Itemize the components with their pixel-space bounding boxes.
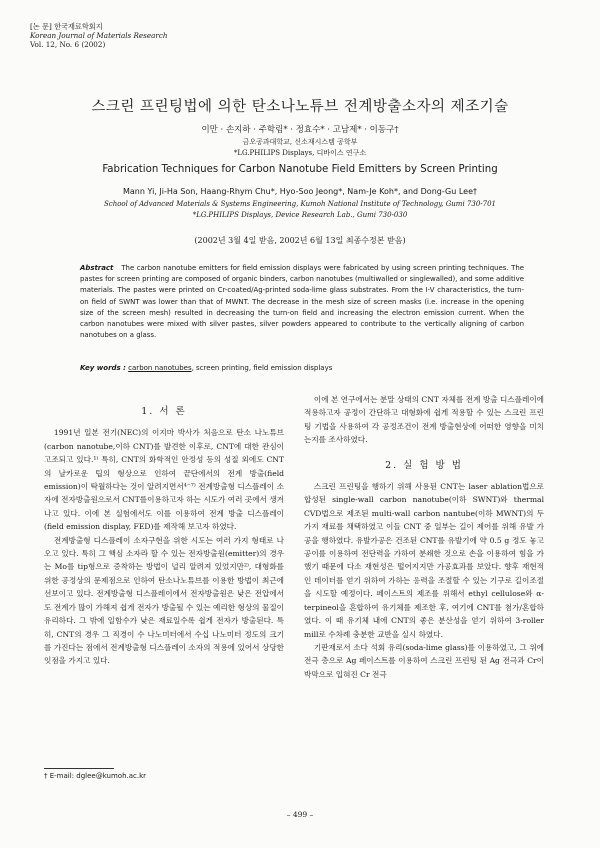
affiliation-english-1: School of Advanced Materials & Systems Engineering, Kumoh National Institute of Technology, Gumi 730-701 [103, 200, 496, 208]
keywords [80, 364, 540, 372]
affiliation-english-2: *LG.PHILIPS Displays, Device Research Lab., Gumi 730-030 [192, 211, 408, 219]
methods-paragraph-1: 스크린 프린팅을 행하기 위해 사용된 CNT는 laser ablation법으로 합성된 single-wall carbon nanotube(이하 SWNT)와 thermal CVD법으로 제조된 multi-wall carbon nantube(이하 MWNT)의 두가지 재료를 채택하였고 이들 CNT 중 일부는 길이 제어를 위해 유발 가공을 행하였다. 유발가공은 건조된 CNT를 유발기에 약 0.5 g 정도 놓고 공이를 이용하여 전단력을 가하여 분쇄한 것으로 손을 이용하여 힘을 가했기 때문에 다소 재현성은 떨어지지만 가공효과를 보았다. 향후 재현적인 데이터를 얻기 위하여 가하는 응력을 조절할 수 있는 기구로 길이조절을 시도할 예정이다. 페이스트의 제조를 위해서 ethyl cellulose와 α-terpineol을 혼합하여 유기체를 제조한 후, 여기에 CNT를 첨가/혼합하였다. 이 때 유기체 내에 CNT의 좋은 분산성을 얻기 위하여 3-roller mill로 수차례 충분한 교반을 실시 하였다. [304, 482, 544, 639]
affiliation-english [0, 199, 600, 221]
intro-paragraph-3: 이에 본 연구에서는 분말 상태의 CNT 자체를 전계 방출 디스플레이에 적용하고자 공정이 간단하고 대형화에 쉽게 적용할 수 있는 스크린 프린팅 기법을 사용하여 각 공정조건이 전계 방출현상에 어떠한 영향을 미치는지를 조사하였다. [304, 395, 544, 445]
journal-name: Korean Journal of Materials Research [30, 31, 168, 40]
affiliation-korean [0, 137, 600, 159]
journal-korean-line: [논 문] 한국재료학회지 [30, 22, 103, 31]
affiliation-korean-2: *LG.PHILIPS Displays, 디바이스 연구소 [233, 149, 367, 157]
footnote-rule [44, 768, 114, 769]
intro-paragraph-1: 1991년 일본 전기(NEC)의 이지마 박사가 처음으로 탄소 나노튜브(carbon nanotube,이하 CNT)를 발견한 이후로, CNT에 대한 관심이 고조되고 있다.¹⁾ 특히, CNT의 화학적인 안정성 등의 성질 외에도 CNT의 날카로운 팁의 형상으로 인하여 끝단에서의 전계 방출(field emission)이 탁월하다는 것이 알려지면서⁴⁻⁷⁾ 전계방출형 디스플레이 소자에 전자방출원으로서 CNT를이용하고자 하는 시도가 여러 곳에서 생겨나고 있다. 이에 본 실험에서도 이를 이용하여 전계 방출 디스플레이(field emission display, FED)를 제작해 보고자 하였다. [44, 428, 284, 532]
keywords-label: Key words : [80, 364, 126, 372]
authors-korean: 이만 · 손지하 · 주학림* · 정효수* · 고남제* · 이동구† [201, 125, 399, 135]
keyword-first: carbon nanotubes [128, 364, 192, 372]
title-korean: 스크린 프린팅법에 의한 탄소나노튜브 전계방출소자의 제조기술 [91, 99, 509, 115]
footnote-email: † E-mail: dglee@kumoh.ac.kr [44, 772, 147, 780]
journal-header [30, 22, 168, 49]
left-column [44, 393, 284, 668]
abstract-text: The carbon nanotube emitters for field emission displays were fabricated by using screen printing techniques. The pastes for screen printing are composed of organic binders, carbon nanotubes (multiwalled or singlewalled), and some additive materials. The pastes were printed on Cr-coated/Ag-printed soda-lime glass substrates. From the I-V characteristics, the turn-on field of SWNT was lower than that of MWNT. The decrease in the mesh size of screen masks (i.e. increase in the opening size of the screen mesh) resulted in decreasing the turn-on field and increasing the electron emission current. When the carbon nanotubes were mixed with silver pastes, silver powders appeared to contribute to the vertically aligning of carbon nanotubes on a glass. [80, 264, 524, 340]
abstract-label: Abstract [80, 264, 114, 272]
right-column [304, 393, 544, 681]
intro-paragraph-2: 전계방출형 디스플레이 소자구현을 위한 시도는 여러 가지 형태로 나오고 있다. 특히 그 핵심 소자라 할 수 있는 전자방출원(emitter)의 경우는 Mo를 tip형으로 증착하는 방법이 널리 알려져 있었지만²⁾, 대형화를 위한 공정상의 문제점으로 인하여 탄소나노튜브를 이용한 방법이 최근에 선보이고 있다. 전계방출형 디스플레이에서 전자방출원은 낮은 전압에서도 전계가 많이 가해져 쉽게 전자가 방출될 수 있는 예리한 형상의 물질이 유리하다. 그 밖에 일함수가 낮은 재료일수록 쉽게 전자가 방출된다. 특히, CNT의 경우 그 직경이 수 나노미터에서 수십 나노미터 정도의 크기를 가진다는 점에서 전계방출형 디스플레이 소자의 적용에 있어서 상당한 잇점을 가지고 있다. [44, 535, 284, 666]
abstract [80, 263, 524, 341]
section-heading-methods: 2. 실 험 방 법 [385, 459, 463, 471]
section-heading-introduction: 1. 서 론 [141, 406, 187, 417]
page-number: – 499 – [286, 810, 314, 819]
affiliation-korean-1: 금오공과대학교, 신소재시스템 공학부 [242, 138, 358, 146]
journal-volume: Vol. 12, No. 6 (2002) [30, 40, 106, 49]
authors-english: Mann Yi, Ji-Ha Son, Haang-Rhym Chu*, Hyo-Soo Jeong*, Nam-Je Koh*, and Dong-Gu Lee† [122, 187, 477, 196]
methods-paragraph-2: 기판재로서 소다 석회 유리(soda-lime glass)를 이용하였고, 그 위에 전극 층으로 Ag 페이스트를 이용하여 스크린 프린팅 된 Ag 전극과 Cr이 박막으로 입혀진 Cr 전극 [304, 642, 544, 679]
title-english: Fabrication Techniques for Carbon Nanotube Field Emitters by Screen Printing [102, 164, 498, 175]
keywords-rest: , screen printing, field emission displays [191, 364, 333, 372]
received-dates: (2002년 3월 4일 받음, 2002년 6월 13일 최종수정본 받음) [194, 236, 406, 245]
